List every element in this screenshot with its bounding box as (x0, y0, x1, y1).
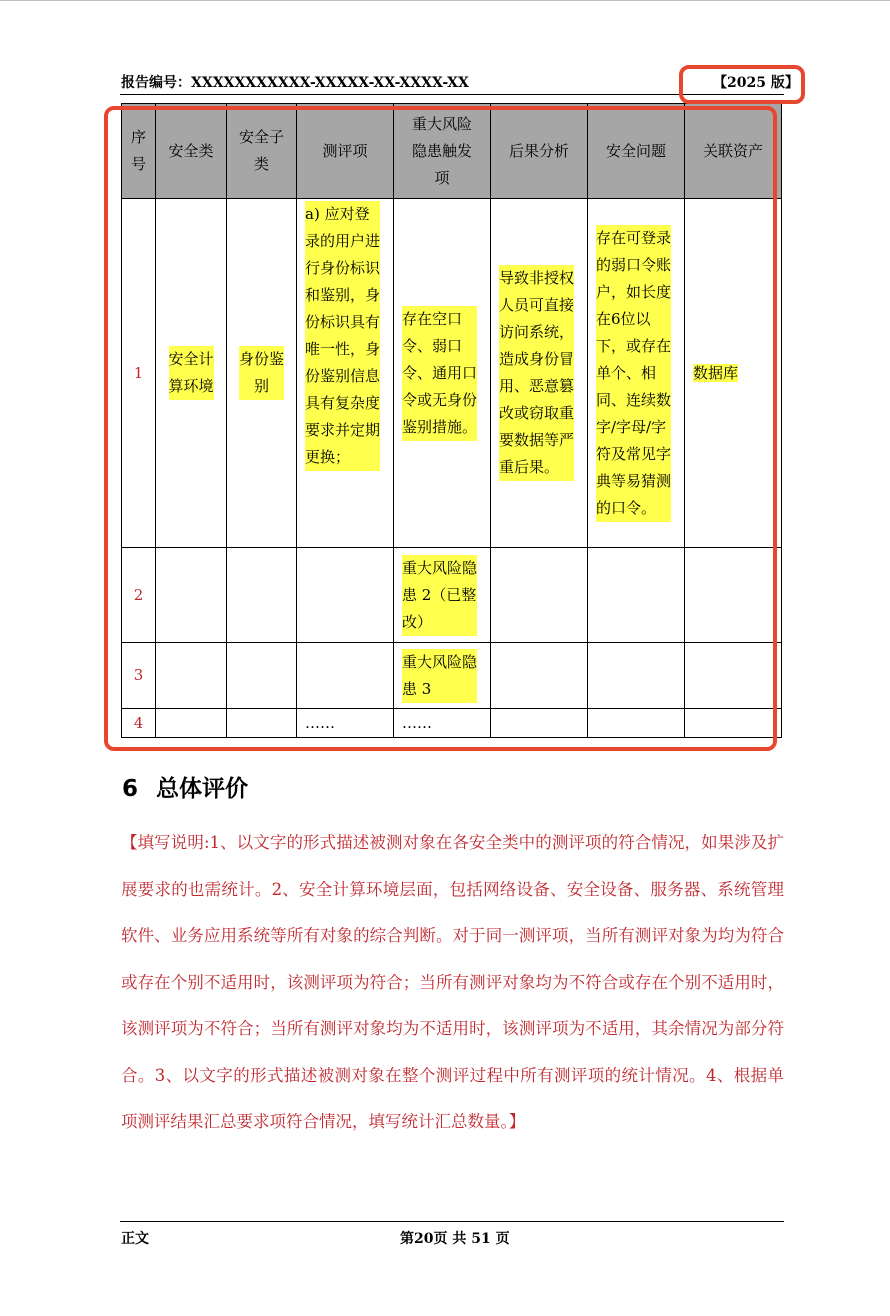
subcategory-text: 身份鉴别 (239, 346, 284, 400)
category-text: 安全计算环境 (169, 346, 214, 400)
footer-section: 正文 (121, 1231, 149, 1247)
header-issue: 安全问题 (588, 104, 685, 199)
version-annotation-box (679, 65, 805, 104)
row-number: 3 (122, 643, 156, 709)
top-edge (0, 0, 890, 1)
report-number: 报告编号：XXXXXXXXXXX-XXXXX-XX-XXXX-XX (121, 75, 469, 91)
footer-rule (120, 1221, 784, 1222)
row-number: 4 (122, 709, 156, 738)
item-text: a) 应对登录的用户进行身份标识和鉴别，身份标识具有唯一性，身份鉴别信息具有复杂度要求并定期更换； (305, 201, 380, 471)
issue-text: 存在可登录的弱口令账户，如长度在6位以下，或存在单个、相同、连续数字/字母/字符及常见字典等易猜测的口令。 (596, 225, 671, 522)
trigger-text: 存在空口令、弱口令、通用口令或无身份鉴别措施。 (402, 306, 477, 441)
table-annotation-box (104, 106, 777, 751)
header-category: 安全类 (156, 104, 227, 199)
trigger-text: …… (402, 713, 432, 732)
header-subcategory: 安全子类 (227, 104, 297, 199)
header-asset: 关联资产 (685, 104, 782, 199)
asset-text: 数据库 (693, 363, 739, 382)
item-text: …… (305, 713, 335, 732)
header-seq: 序号 (122, 104, 156, 199)
header-consequence: 后果分析 (491, 104, 588, 199)
row-number: 1 (122, 199, 156, 548)
section-number: 6 (122, 776, 139, 802)
version-label: 【2025 版】 (713, 75, 799, 91)
row-number: 2 (122, 548, 156, 643)
consequence-text: 导致非授权人员可直接访问系统，造成身份冒用、恶意篡改或窃取重要数据等严重后果。 (499, 265, 574, 481)
page-number: 第20页 共 51 页 (400, 1231, 510, 1247)
trigger-text: 重大风险隐患 2（已整改） (402, 555, 477, 636)
header-trigger: 重大风险隐患触发项 (394, 104, 491, 199)
trigger-text: 重大风险隐患 3 (402, 649, 477, 703)
section-title (122, 770, 248, 803)
fill-instructions: 【填写说明:1、以文字的形式描述被测对象在各安全类中的测评项的符合情况，如果涉及扩展要求的也需统计。2、安全计算环境层面，包括网络设备、安全设备、服务器、系统管理软件、业务应用系统等所有对象的综合判断。对于同一测评项，当所有测评对象为均为符合或存在个别不适用时，该测评项为符合；当所有测评对象均为不符合或存在个别不适用时，该测评项为不符合；当所有测评对象均为不适用时，该测评项为不适用，其余情况为部分符合。3、以文字的形式描述被测对象在整个测评过程中所有测评项的统计情况。4、根据单项测评结果汇总要求项符合情况，填写统计汇总数量。】 (121, 833, 784, 1131)
section-title-text: 总体评价 (156, 776, 249, 802)
header-item: 测评项 (297, 104, 394, 199)
